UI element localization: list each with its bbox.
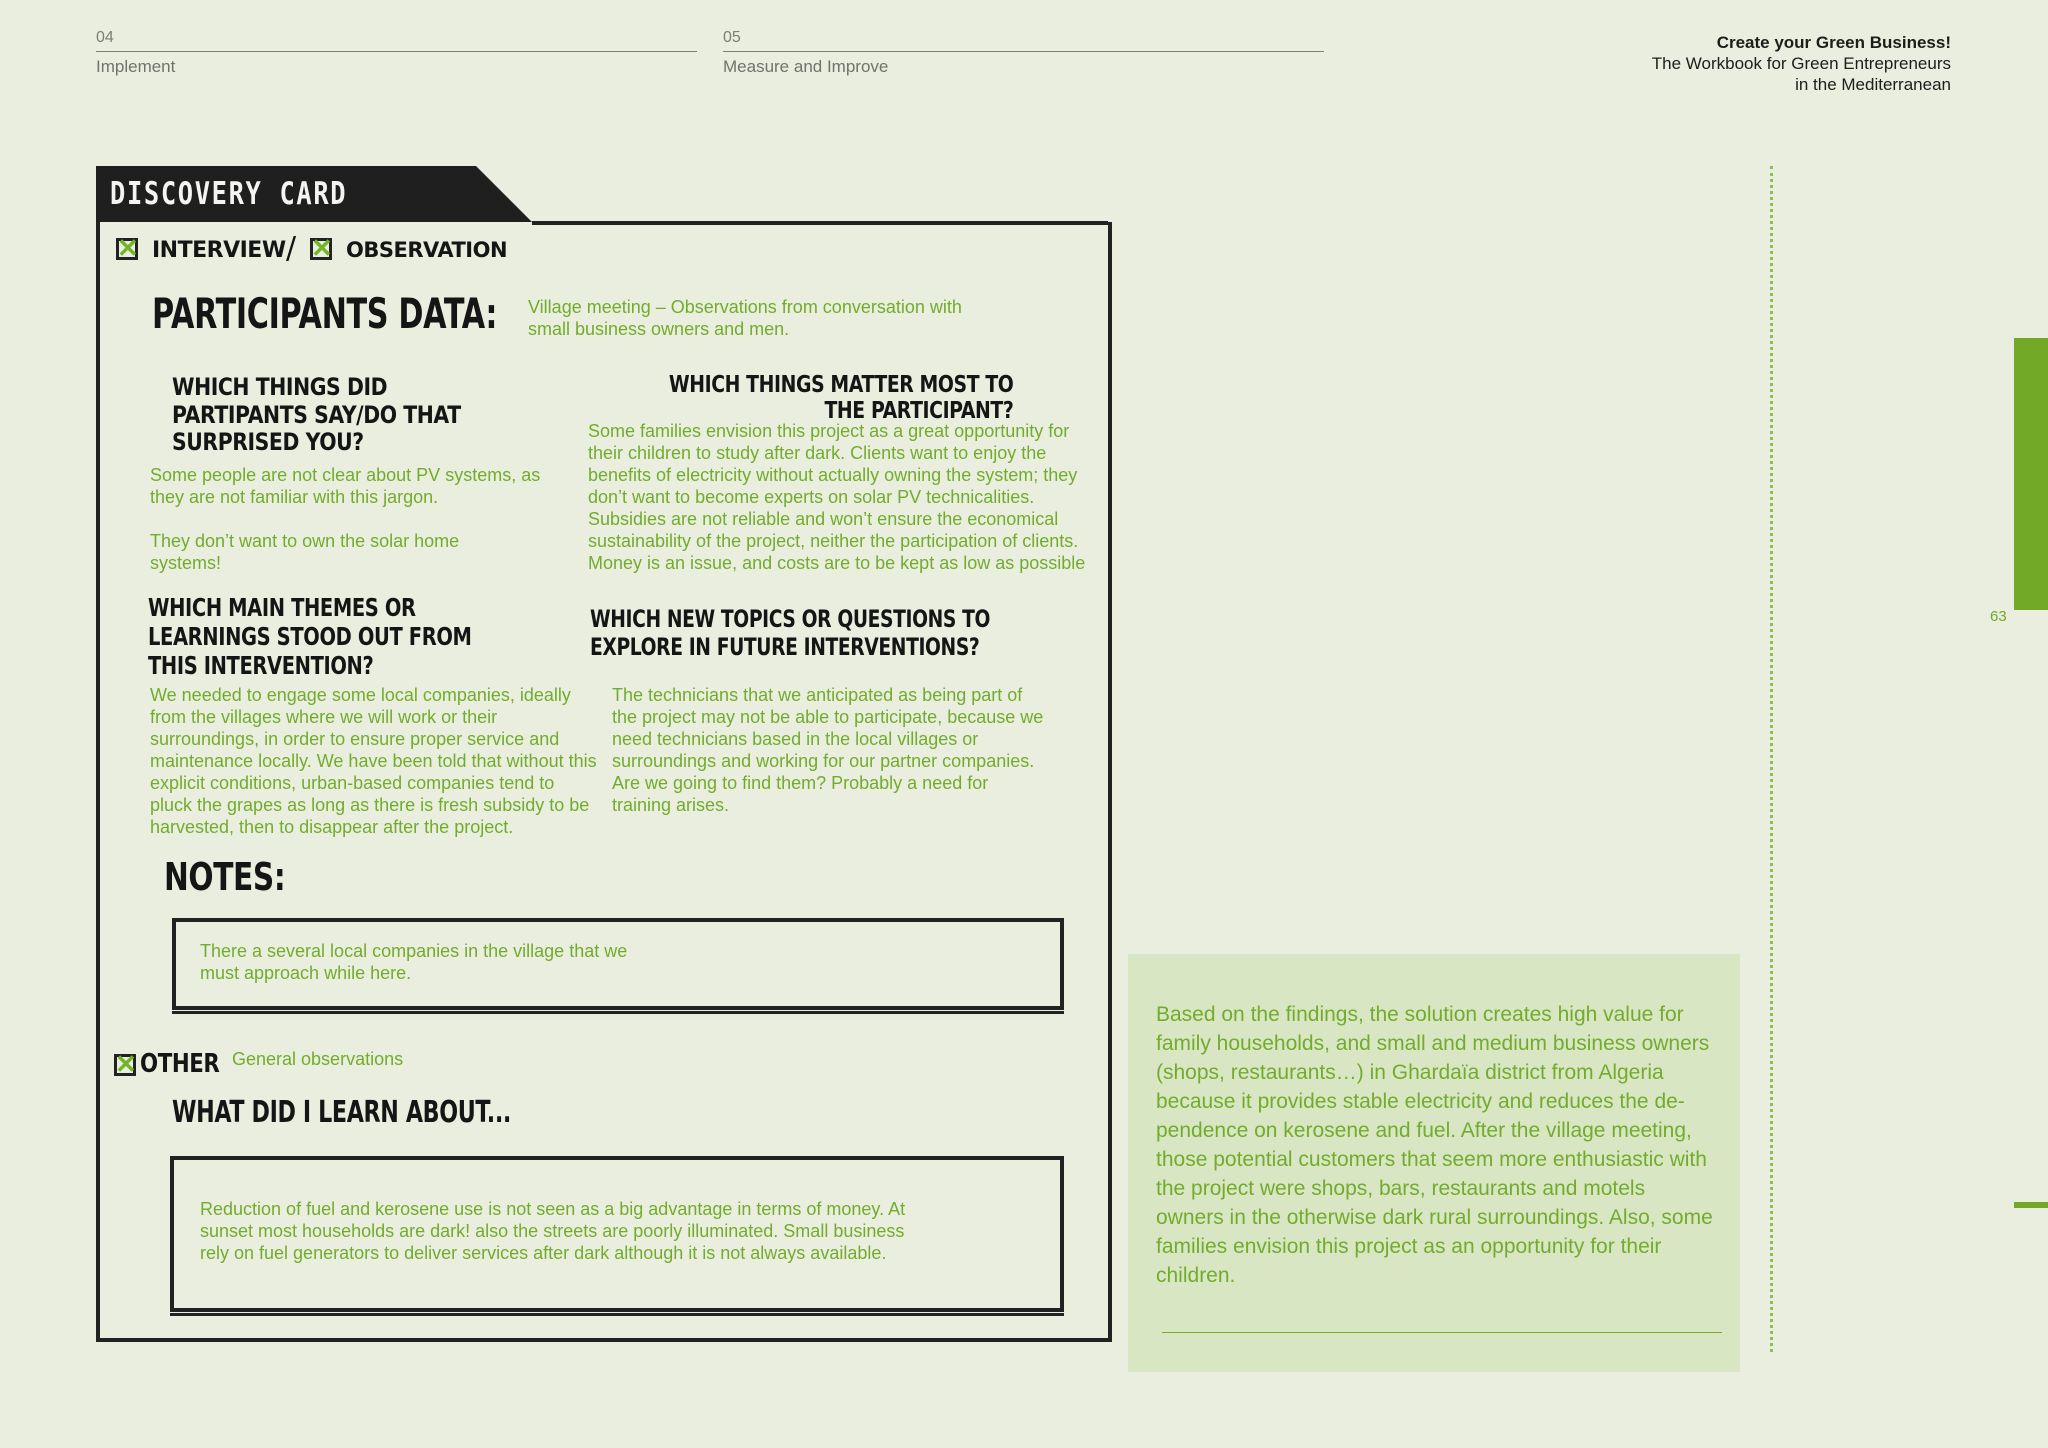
participants-value: Village meeting – Observations from conversation with small business owners and men. [528,297,962,339]
question-themes-label: WHICH MAIN THEMES OR LEARNINGS STOOD OUT FROM THIS INTERVENTION? [148,593,472,680]
observation-checkbox[interactable] [310,233,333,263]
page-number: 63 [1990,608,2007,625]
answer-surprised-2: They don’t want to own the solar home systems! [150,531,460,573]
page-accent-tick [2014,1202,2048,1208]
question-topics-label: WHICH NEW TOPICS OR QUESTIONS TO EXPLORE IN FUTURE INTERVENTIONS? [590,605,991,661]
check-mark-icon: ✕ [311,233,333,263]
header-divider [723,51,1324,52]
card-title: DISCOVERY CARD [110,176,348,212]
notes-text: There a several local companies in the village that we must approach while here. [200,941,628,983]
notes-box [172,918,1064,1010]
interview-checkbox[interactable] [116,233,139,263]
learn-text: Reduction of fuel and kerosene use is not seen as a big advantage in terms of money. At sunset most households are dark! also the streets are poorly illuminated. Small business rely on fuel generators to deliver services after dark although it is not always available. [200,1199,906,1263]
summary-panel [1128,954,1740,1372]
answer-themes: We needed to engage some local companies, ideally from the villages where we will work or their surroundings, in order to ensure proper service and maintenance locally. We have been told that without this explicit conditions, urban-based companies tend to pluck the grapes as long as there is fresh subsidy to be harvested, then to disappear after the project. [150,685,597,837]
learn-box [170,1156,1064,1312]
check-mark-icon: ✕ [117,233,139,263]
observation-label: OBSERVATION [346,238,508,262]
section-label-implement: Implement [96,57,176,76]
notes-label: NOTES: [164,855,286,899]
question-matter-label: WHICH THINGS MATTER MOST TO THE PARTICIPANT? [668,372,1014,425]
section-label-measure: Measure and Improve [723,57,889,76]
section-number-05: 05 [723,29,741,46]
publication-title [1652,32,1951,95]
learn-label: WHAT DID I LEARN ABOUT... [172,1095,511,1130]
interview-label: INTERVIEW [152,238,286,263]
section-number-04: 04 [96,29,114,46]
check-mark-icon: ✕ [115,1049,137,1079]
answer-surprised-1: Some people are not clear about PV systems, as they are not familiar with this jargon. [150,465,541,507]
summary-divider [1162,1332,1722,1333]
answer-topics: The technicians that we anticipated as being part of the project may not be able to participate, because we need technicians based in the local villages or surroundings and working for our partner companies. Are we going to find them? Probably a need for training arises. [612,685,1044,815]
other-label: OTHER [140,1049,220,1079]
page-accent-bar [2014,338,2048,610]
summary-text: Based on the findings, the solution creates high value for family households, and small and medium business owners (shops, restaurants…) in Ghardaïa district from Algeria because it provides stable electricity and reduces the de-pendence on kerosene and fuel. After the village meeting, those potential customers that seem more enthusiastic with the project were shops, bars, restaurants and motels owners in the otherwise dark rural surroundings. Also, some families envision this project as an opportunity for their children. [1156,1003,1713,1287]
option-separator: / [286,231,296,266]
dotted-divider [1770,166,1773,1352]
discovery-card [96,166,1112,1346]
participants-label: PARTICIPANTS DATA: [152,289,498,338]
other-value: General observations [232,1049,404,1069]
card-frame-top [532,221,1108,225]
other-checkbox[interactable] [114,1049,137,1079]
header-divider [96,51,697,52]
brand-subtitle-line2: in the Mediterranean [1795,75,1951,94]
question-surprised-label: WHICH THINGS DID PARTIPANTS SAY/DO THAT SURPRISED YOU? [172,373,461,457]
brand-subtitle-line1: The Workbook for Green Entrepreneurs [1651,54,1951,73]
brand-title: Create your Green Business! [1716,33,1951,52]
answer-matter: Some families envision this project as a great opportunity for their children to study after dark. Clients want to enjoy the benefits of electricity without actually owning the system; they don’t want to become experts on solar PV technicalities. Subsidies are not reliable and won’t ensure the economical sustainability of the project, neither the participation of clients. Money is an issue, and costs are to be kept as low as possible [588,421,1086,573]
